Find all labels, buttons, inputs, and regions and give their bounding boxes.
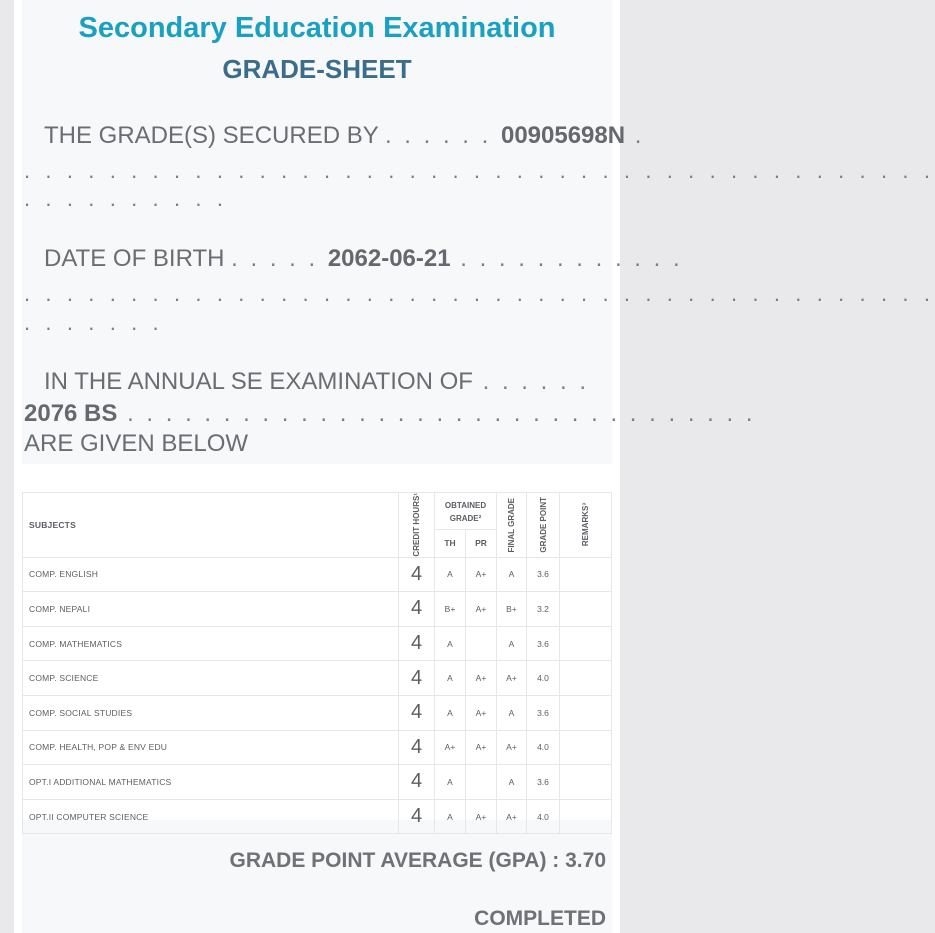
credit-cell: 4 — [399, 765, 435, 800]
grade-point-cell: 3.2 — [527, 592, 560, 627]
given-below: ARE GIVEN BELOW — [24, 430, 249, 457]
subject-cell: COMP. ENGLISH — [23, 557, 399, 592]
exam-year-line: 2076 BS . . . . . . . . . . . . . . . . . . . . . . . . . . . . . . . . . — [24, 400, 756, 427]
grade-point-cell: 3.6 — [527, 695, 560, 730]
remarks-cell — [560, 695, 612, 730]
pr-grade-cell: A+ — [466, 695, 497, 730]
sheet-subtitle: GRADE-SHEET — [222, 54, 412, 84]
final-grade-cell: A — [497, 557, 527, 592]
dot-leader: . . . . . . . — [24, 310, 164, 335]
remarks-cell — [560, 799, 612, 834]
dob-value: 2062-06-21 — [327, 245, 451, 272]
grades-table — [22, 492, 612, 834]
final-grade-cell: A+ — [497, 661, 527, 696]
th-grade-cell: A — [435, 799, 466, 834]
grade-point-cell: 3.6 — [527, 626, 560, 661]
pr-grade-cell: A+ — [466, 592, 497, 627]
grade-point-cell: 3.6 — [527, 557, 560, 592]
dot-leader: . . . . . . . . . . — [24, 186, 228, 211]
grade-point-cell: 3.6 — [527, 765, 560, 800]
remarks-cell — [560, 765, 612, 800]
grade-sheet — [14, 0, 935, 933]
th-grade-cell: A — [435, 557, 466, 592]
subject-cell: COMP. NEPALI — [23, 592, 399, 627]
table-row — [23, 765, 612, 800]
th-grade-cell: A — [435, 661, 466, 696]
table-row — [23, 695, 612, 730]
credit-cell: 4 — [399, 695, 435, 730]
exam-year: 2076 BS — [24, 400, 118, 427]
grade-point-cell: 4.0 — [527, 661, 560, 696]
col-header-pr: PR — [466, 529, 497, 557]
credit-cell: 4 — [399, 730, 435, 765]
table-row — [23, 557, 612, 592]
secured-by-label: THE GRADE(S) SECURED BY — [44, 122, 379, 149]
final-grade-cell: A+ — [497, 799, 527, 834]
exam-title: Secondary Education Examination — [78, 12, 556, 44]
final-grade-cell: B+ — [497, 592, 527, 627]
subject-cell: COMP. HEALTH, POP & ENV EDU — [23, 730, 399, 765]
credit-cell: 4 — [399, 557, 435, 592]
col-header-remarks: REMARKS³ — [560, 493, 612, 558]
col-header-th: TH — [435, 529, 466, 557]
remarks-cell — [560, 730, 612, 765]
dot-leader: . . . . . . . . . . . . . . . . . . . . . . . . . . . . . . . . . . . . . . . . . . . — [24, 281, 935, 306]
th-grade-cell: A — [435, 765, 466, 800]
col-header-grade-point: GRADE POINT — [527, 493, 560, 558]
remarks-cell — [560, 592, 612, 627]
subject-cell: OPT.I ADDITIONAL MATHEMATICS — [23, 765, 399, 800]
subject-cell: COMP. SCIENCE — [23, 661, 399, 696]
dot-leader: . . . . . . . . . . . . . . . . . . . . . . . . . . . . . . . . . . . . . . . . . . . — [24, 158, 935, 183]
table-row — [23, 799, 612, 834]
col-header-final-grade: FINAL GRADE — [497, 493, 527, 558]
th-grade-cell: B+ — [435, 592, 466, 627]
table-row — [23, 730, 612, 765]
result-status: COMPLETED — [474, 907, 606, 930]
remarks-cell — [560, 626, 612, 661]
secured-by-line: THE GRADE(S) SECURED BY . . . . . . 00905698N . — [44, 122, 645, 149]
subject-cell: COMP. SOCIAL STUDIES — [23, 695, 399, 730]
col-header-subjects: SUBJECTS — [23, 493, 399, 558]
subject-cell: COMP. MATHEMATICS — [23, 626, 399, 661]
col-header-credit-hours: CREDIT HOURS¹ — [399, 493, 435, 558]
th-grade-cell: A — [435, 626, 466, 661]
dob-line: DATE OF BIRTH . . . . . 2062-06-21 . . . . . . . . . . . . — [44, 245, 683, 272]
credit-cell: 4 — [399, 661, 435, 696]
remarks-cell — [560, 661, 612, 696]
credit-cell: 4 — [399, 592, 435, 627]
table-row — [23, 661, 612, 696]
th-grade-cell: A+ — [435, 730, 466, 765]
grade-point-cell: 4.0 — [527, 730, 560, 765]
pr-grade-cell — [466, 626, 497, 661]
col-header-obtained-grade: OBTAINED GRADE² — [435, 493, 497, 530]
credit-cell: 4 — [399, 799, 435, 834]
pr-grade-cell: A+ — [466, 661, 497, 696]
gpa-summary: GRADE POINT AVERAGE (GPA) : 3.70 — [229, 849, 606, 872]
exam-line: IN THE ANNUAL SE EXAMINATION OF . . . . . . — [44, 368, 589, 395]
grade-point-cell: 4.0 — [527, 799, 560, 834]
final-grade-cell: A — [497, 765, 527, 800]
table-row — [23, 592, 612, 627]
table-row — [23, 626, 612, 661]
final-grade-cell: A+ — [497, 730, 527, 765]
pr-grade-cell — [466, 765, 497, 800]
pr-grade-cell: A+ — [466, 799, 497, 834]
credit-cell: 4 — [399, 626, 435, 661]
exam-label: IN THE ANNUAL SE EXAMINATION OF — [44, 368, 473, 395]
th-grade-cell: A — [435, 695, 466, 730]
final-grade-cell: A — [497, 695, 527, 730]
symbol-number: 00905698N — [500, 122, 626, 149]
final-grade-cell: A — [497, 626, 527, 661]
pr-grade-cell: A+ — [466, 730, 497, 765]
pr-grade-cell: A+ — [466, 557, 497, 592]
remarks-cell — [560, 557, 612, 592]
dob-label: DATE OF BIRTH — [44, 245, 225, 272]
subject-cell: OPT.II COMPUTER SCIENCE — [23, 799, 399, 834]
